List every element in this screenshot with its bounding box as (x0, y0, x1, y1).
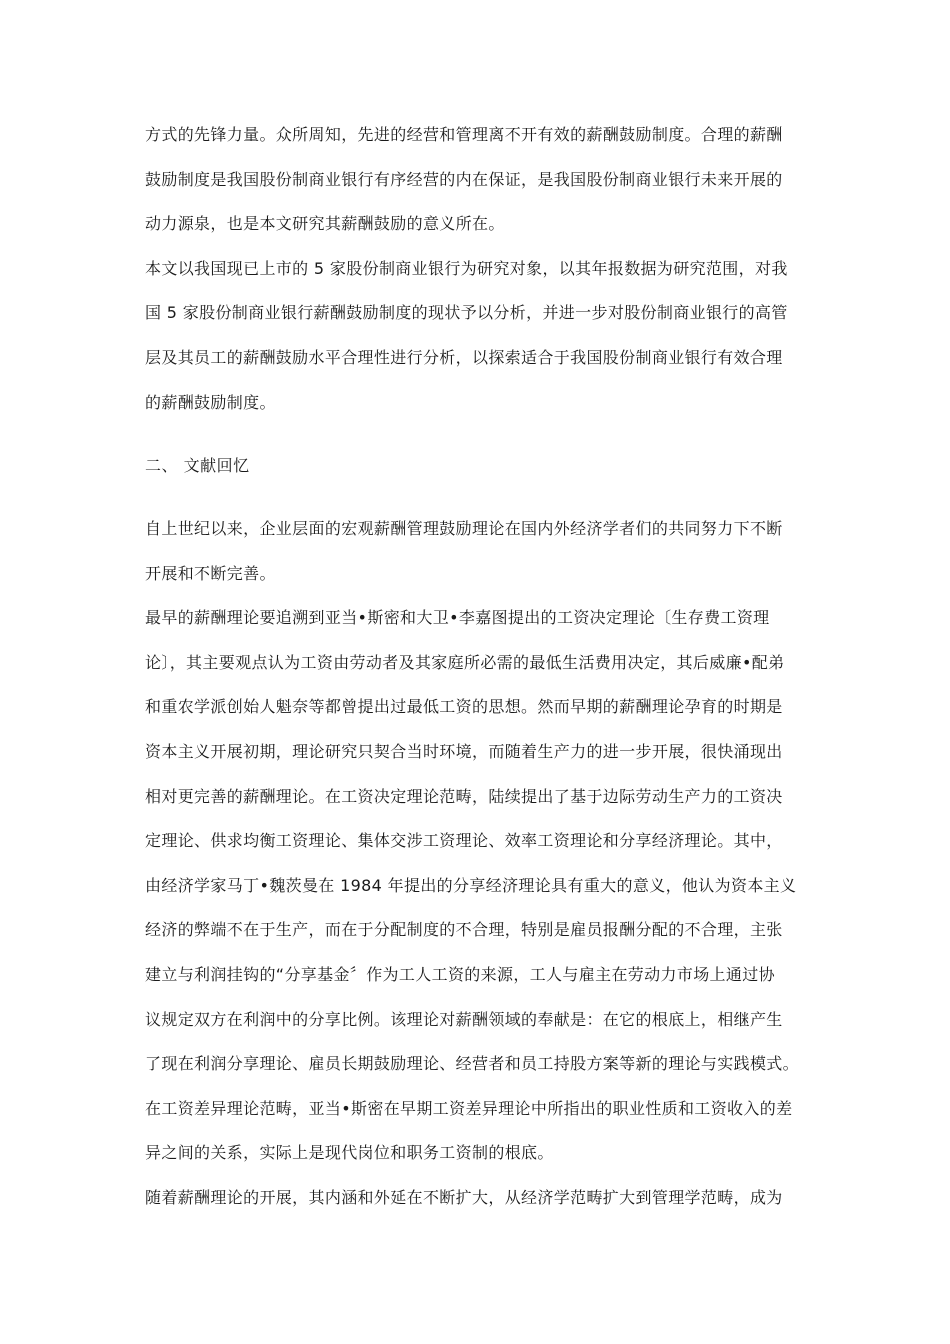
text-line: 资本主义开展初期，理论研究只契合当时环境，而随着生产力的进一步开展，很快涌现出 (145, 742, 783, 761)
text-line: 经济的弊端不在于生产，而在于分配制度的不合理，特别是雇员报酬分配的不合理，主张 (145, 920, 783, 939)
text-line: 本文以我国现已上市的 5 家股份制商业银行为研究对象，以其年报数据为研究范围，对我 (145, 259, 788, 278)
text-line: 国 5 家股份制商业银行薪酬鼓励制度的现状予以分析，并进一步对股份制商业银行的高管 (145, 303, 788, 322)
text-line: 层及其员工的薪酬鼓励水平合理性进行分析，以探索适合于我国股份制商业银行有效合理 (145, 348, 783, 367)
text-line: 建立与利润挂钩的“分享基金〞作为工人工资的来源，工人与雇主在劳动力市场上通过协 (145, 965, 775, 984)
text-line: 论〕，其主要观点认为工资由劳动者及其家庭所必需的最低生活费用决定，其后威廉•配弟 (145, 653, 785, 672)
text-line: 在工资差异理论范畴，亚当•斯密在早期工资差异理论中所指出的职业性质和工资收入的差 (145, 1099, 793, 1118)
section-heading: 二、 文献回忆 (145, 456, 250, 475)
text-line: 鼓励制度是我国股份制商业银行有序经营的内在保证，是我国股份制商业银行未来开展的 (145, 170, 783, 189)
text-line: 自上世纪以来，企业层面的宏观薪酬管理鼓励理论在国内外经济学者们的共同努力下不断 (145, 519, 783, 538)
text-line: 了现在利润分享理论、雇员长期鼓励理论、经营者和员工持股方案等新的理论与实践模式。 (145, 1054, 800, 1073)
text-line: 相对更完善的薪酬理论。在工资决定理论范畴，陆续提出了基于边际劳动生产力的工资决 (145, 787, 783, 806)
text-line: 的薪酬鼓励制度。 (145, 393, 276, 412)
text-line: 由经济学家马丁•魏茨曼在 1984 年提出的分享经济理论具有重大的意义，他认为资本主义 (145, 876, 797, 895)
text-line: 随着薪酬理论的开展，其内涵和外延在不断扩大，从经济学范畴扩大到管理学范畴，成为 (145, 1188, 783, 1207)
text-line: 最早的薪酬理论要追溯到亚当•斯密和大卫•李嘉图提出的工资决定理论〔生存费工资理 (145, 608, 770, 627)
text-line: 异之间的关系，实际上是现代岗位和职务工资制的根底。 (145, 1143, 554, 1162)
text-line: 开展和不断完善。 (145, 564, 276, 583)
text-line: 方式的先锋力量。众所周知，先进的经营和管理离不开有效的薪酬鼓励制度。合理的薪酬 (145, 125, 783, 144)
text-line: 定理论、供求均衡工资理论、集体交涉工资理论、效率工资理论和分享经济理论。其中， (145, 831, 783, 850)
text-line: 动力源泉，也是本文研究其薪酬鼓励的意义所在。 (145, 214, 505, 233)
text-line: 议规定双方在利润中的分享比例。该理论对薪酬领域的奉献是：在它的根底上，相继产生 (145, 1010, 783, 1029)
text-line: 和重农学派创始人魁奈等都曾提出过最低工资的思想。然而早期的薪酬理论孕育的时期是 (145, 697, 783, 716)
